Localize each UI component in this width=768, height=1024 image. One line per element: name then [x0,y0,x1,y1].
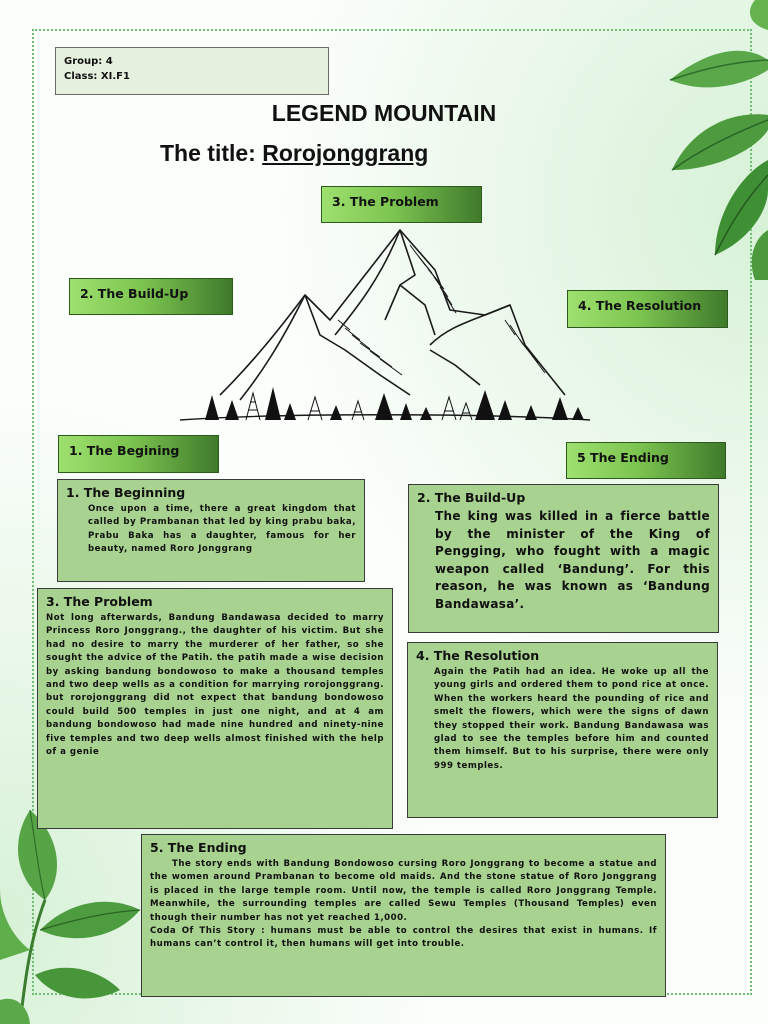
story-title [160,140,428,167]
group-label: Group: 4 [64,56,113,67]
tag-problem: 3. The Problem [321,186,482,223]
leaf-cluster-bottom-left [0,800,150,1024]
story-title-prefix: The title: [160,140,263,166]
section-beginning-title: 1. The Beginning [66,485,186,500]
section-beginning-text: Once upon a time, there a great kingdom that called by Prambanan that led by king prabu baka, Prabu Baka has a daughter, famous for her beauty, named Roro Jonggrang [88,504,356,555]
tag-buildup: 2. The Build-Up [69,278,233,315]
page-title: LEGEND MOUNTAIN [271,100,497,126]
class-label: Class: XI.F1 [64,71,130,82]
section-ending-text: The story ends with Bandung Bondowoso cursing Roro Jonggrang to become a statue and the women around Prambanan to become old maids. And the stone statue of Roro Jonggrang is placed in the large temple room. Until now, the temple is called Roro Jonggrang Temple. Meanwhile, the surrounding temples are called Sewu Temples (Thousand Temples) even though their number has not yet reached 1,000. [150,859,657,923]
tag-beginning: 1. The Begining [58,435,219,473]
tag-ending: 5 The Ending [566,442,726,479]
section-buildup [408,484,719,633]
tag-resolution: 4. The Resolution [567,290,728,328]
section-problem [37,588,393,829]
section-ending [141,834,666,997]
mountain-illustration [180,225,590,435]
group-info-box [55,47,329,95]
section-ending-coda: Coda Of This Story : humans must be able to control the desires that exist in humans. If humans can’t control it, then humans will get into trouble. [150,926,657,950]
section-buildup-title: 2. The Build-Up [417,490,526,505]
section-ending-title: 5. The Ending [150,840,247,855]
section-resolution [407,642,718,818]
leaf-cluster-top-right [660,0,768,280]
section-problem-title: 3. The Problem [46,594,153,609]
section-problem-text: Not long afterwards, Bandung Bandawasa decided to marry Princess Roro Jonggrang., the daughter of his victim. But she had no desire to marry the murderer of her father, so she sought the advice of the Patih. the patih made a wise decision by asking bandung bondowoso to make a thousand temples and two deep wells as a condition for marrying rorojonggrang. but rorojonggrang did not expect that bandung bondowoso could build 500 temples in just one night, and at 4 am bandung bondowoso had made nine hundred and ninety-nine five temples and two deep wells almost finished with the help of a genie [46,613,384,758]
section-buildup-text: The king was killed in a fierce battle by the minister of the King of Pengging, who fought with a magic weapon called ‘Bandung’. For this reason, he was known as ‘Bandung Bandawasa’. [435,509,710,611]
section-beginning [57,479,365,582]
story-title-name: Rorojonggrang [262,140,429,166]
section-resolution-text: Again the Patih had an idea. He woke up all the young girls and ordered them to pond rice at once. When the workers heard the pounding of rice and smelt the flowers, which were the signs of dawn they stopped their work. Bandung Bandawasa was glad to see the temples before him and counted them himself. But to his surprise, there were only 999 temples. [434,667,709,771]
section-resolution-title: 4. The Resolution [416,648,540,663]
